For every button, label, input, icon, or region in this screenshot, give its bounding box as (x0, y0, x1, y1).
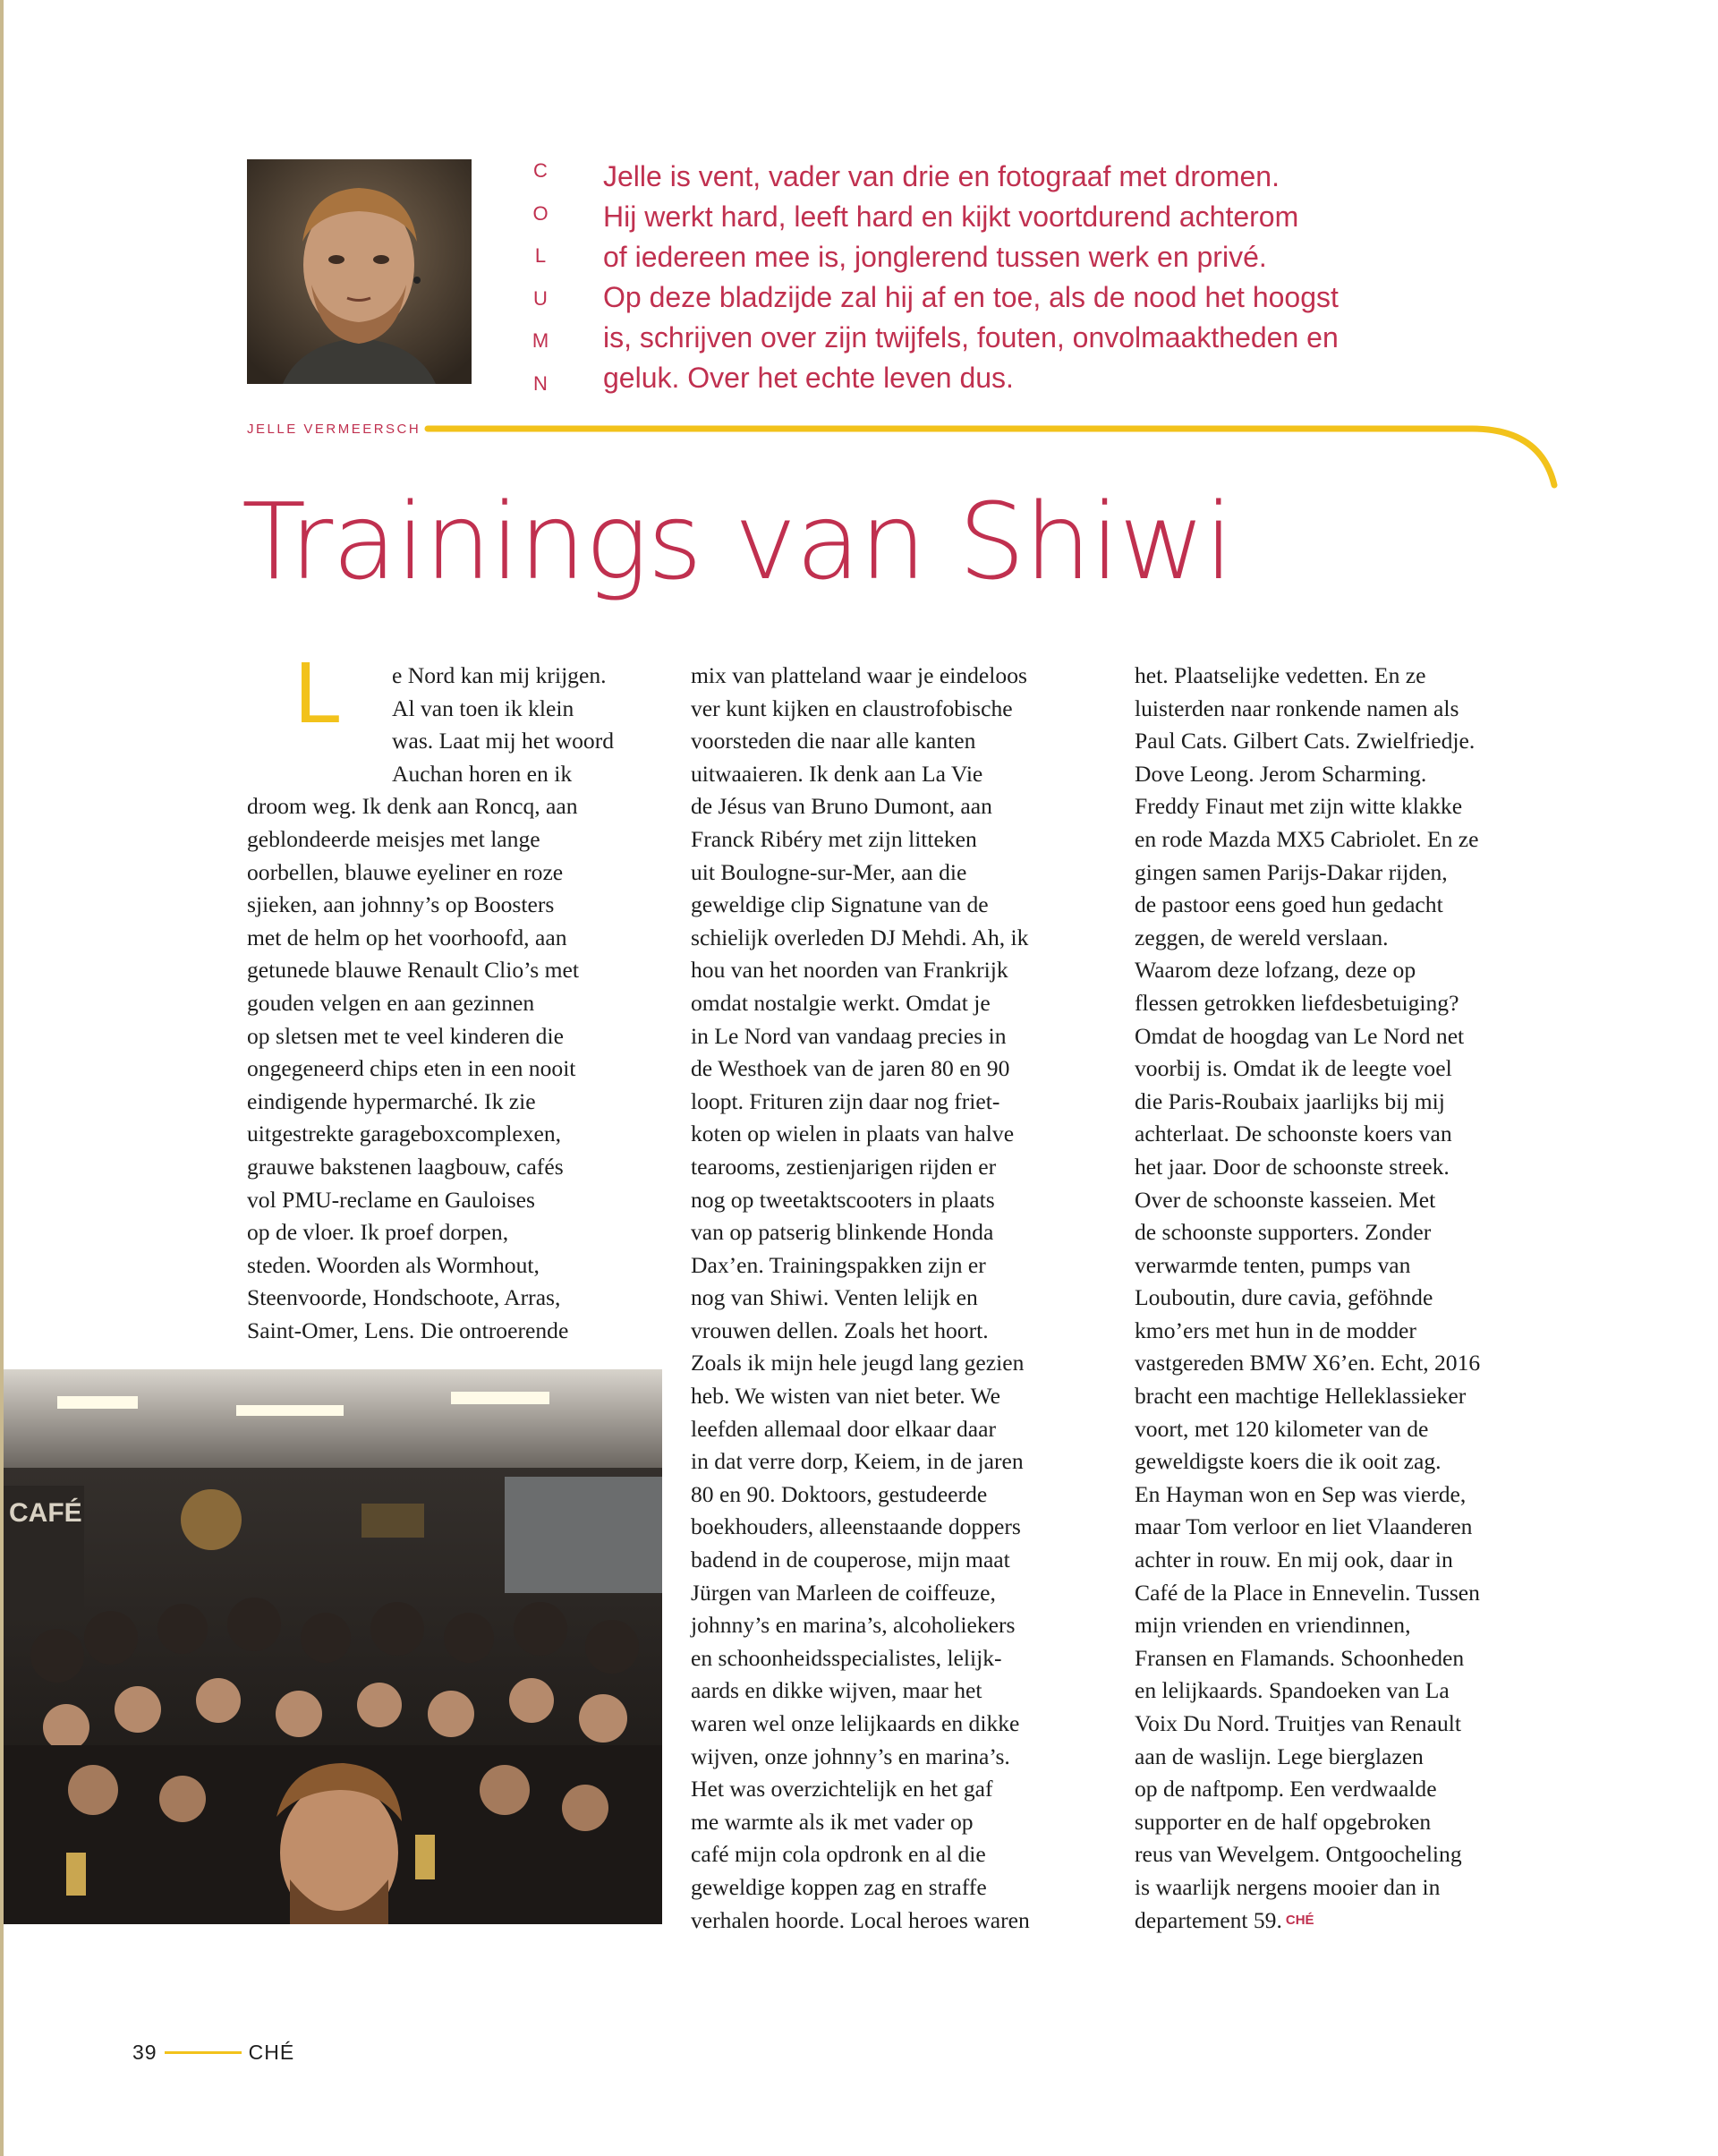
text-line: vastgereden BMW X6’en. Echt, 2016 (1135, 1350, 1481, 1376)
text-line: omdat nostalgie werkt. Omdat je (691, 989, 991, 1016)
text-line: geweldige clip Signatune van de (691, 891, 989, 918)
text-line: sjieken, aan johnny’s op Boosters (247, 891, 555, 918)
text-line: was. Laat mij het woord (392, 728, 615, 754)
text-line: op de naftpomp. Een verdwaalde (1135, 1776, 1437, 1802)
column-letter: U (533, 286, 548, 310)
text-line: ver kunt kijken en claustrofobische (691, 695, 1013, 721)
text-line: 80 en 90. Doktoors, gestudeerde (691, 1480, 988, 1507)
text-line: in dat verre dorp, Keiem, in de jaren (691, 1448, 1024, 1475)
text-line: oorbellen, blauwe eyeliner en roze (247, 858, 564, 885)
text-line: ongegeneerd chips eten in een nooit (247, 1055, 576, 1082)
page-number: 39 (132, 2040, 157, 2064)
text-line: badend in de couperose, mijn maat (691, 1547, 1010, 1573)
text-line: de schoonste supporters. Zonder (1135, 1219, 1432, 1246)
author-byline: JELLE VERMEERSCH (247, 422, 421, 437)
magazine-name: CHÉ (248, 2040, 295, 2064)
text-line: geblondeerde meisjes met lange (247, 825, 540, 852)
decorative-gold-rule (0, 0, 1718, 501)
text-line: voort, met 120 kilometer van de (1135, 1415, 1429, 1442)
text-line: zeggen, de wereld verslaan. (1135, 924, 1389, 950)
column-letter: N (533, 371, 548, 395)
end-mark: CHÉ (1285, 1912, 1314, 1928)
text-line: Over de schoonste kasseien. Met (1135, 1186, 1436, 1213)
text-line: flessen getrokken liefdesbetuiging? (1135, 989, 1459, 1016)
text-line: mijn vrienden en vriendinnen, (1135, 1612, 1411, 1639)
text-line: uitgestrekte garageboxcomplexen, (247, 1121, 562, 1147)
text-line: Al van toen ik klein (392, 695, 574, 721)
article-column-3 (1135, 660, 1555, 1937)
text-line: Paul Cats. Gilbert Cats. Zwielfriedje. (1135, 728, 1476, 754)
text-line: Saint-Omer, Lens. Die ontroerende (247, 1317, 569, 1343)
cafe-sign-text: CAFÉ (9, 1498, 82, 1528)
intro-line: Op deze bladzijde zal hij af en toe, als de nood het hoogst (603, 281, 1339, 313)
text-line: Jürgen van Marleen de coiffeuze, (691, 1579, 996, 1606)
text-line: op sletsen met te veel kinderen die (247, 1022, 564, 1049)
text-line: supporter en de half opgebroken (1135, 1808, 1432, 1835)
text-line: en rode Mazda MX5 Cabriolet. En ze (1135, 825, 1479, 852)
text-line: vrouwen dellen. Zoals het hoort. (691, 1317, 989, 1343)
text-line: het jaar. Door de schoonste streek. (1135, 1153, 1450, 1180)
text-line: nog van Shiwi. Venten lelijk en (691, 1284, 978, 1311)
text-line: Zoals ik mijn hele jeugd lang gezien (691, 1350, 1025, 1376)
text-line: waren wel onze lelijkaards en dikke (691, 1710, 1020, 1736)
article-column-2 (691, 660, 1111, 1937)
cafe-crowd-photo (4, 1369, 662, 1924)
text-line: mix van platteland waar je eindeloos (691, 662, 1027, 688)
text-line: voorbij is. Omdat ik de leegte voel (1135, 1055, 1452, 1082)
column-letter: O (532, 201, 549, 225)
text-line: luisterden naar ronkende namen als (1135, 695, 1459, 721)
text-line: verwarmde tenten, pumps van (1135, 1251, 1411, 1278)
intro-line: Hij werkt hard, leeft hard en kijkt voortdurend achterom (603, 200, 1299, 233)
text-line: loopt. Frituren zijn daar nog friet- (691, 1087, 1000, 1114)
text-line: verhalen hoorde. Local heroes waren (691, 1906, 1030, 1933)
text-line: eindigende hypermarché. Ik zie (247, 1087, 536, 1114)
article-column-1 (247, 660, 668, 1347)
text-line: Dax’en. Trainingspakken zijn er (691, 1251, 986, 1278)
text-line: Dove Leong. Jerom Scharming. (1135, 760, 1427, 787)
footer-rule (165, 2051, 242, 2054)
text-line: En Hayman won en Sep was vierde, (1135, 1480, 1467, 1507)
text-line: aan de waslijn. Lege bierglazen (1135, 1743, 1424, 1769)
column-letter: C (533, 159, 548, 182)
text-line: Louboutin, dure cavia, geföhnde (1135, 1284, 1433, 1311)
text-line: bracht een machtige Helleklassieker (1135, 1383, 1467, 1410)
text-line: schielijk overleden DJ Mehdi. Ah, ik (691, 924, 1029, 950)
text-line: uit Boulogne-sur-Mer, aan die (691, 858, 967, 885)
text-line: en lelijkaards. Spandoeken van La (1135, 1677, 1450, 1704)
text-line: de Westhoek van de jaren 80 en 90 (691, 1055, 1010, 1082)
text-line: heb. We wisten van niet beter. We (691, 1383, 1001, 1410)
text-line: wijven, onze johnny’s en marina’s. (691, 1743, 1010, 1769)
column-letter: M (532, 329, 549, 353)
text-line: Franck Ribéry met zijn litteken (691, 825, 977, 852)
text-line: aards en dikke wijven, maar het (691, 1677, 982, 1704)
text-line: departement 59. (1135, 1906, 1282, 1933)
intro-line: Jelle is vent, vader van drie en fotograaf met dromen. (603, 160, 1280, 192)
text-line: droom weg. Ik denk aan Roncq, aan (247, 793, 578, 820)
text-line: achter in rouw. En mij ook, daar in (1135, 1547, 1453, 1573)
text-line: Auchan horen en ik (392, 760, 573, 787)
intro-line: of iedereen mee is, jonglerend tussen werk en privé. (603, 241, 1267, 273)
text-line: op de vloer. Ik proef dorpen, (247, 1219, 509, 1246)
text-line: grauwe bakstenen laagbouw, cafés (247, 1153, 564, 1180)
text-line: is waarlijk nergens mooier dan in (1135, 1873, 1441, 1900)
drop-cap-letter: L (293, 646, 340, 742)
text-line: geweldige koppen zag en straffe (691, 1873, 987, 1900)
text-line: kmo’ers met hun in de modder (1135, 1317, 1416, 1343)
text-line: de pastoor eens goed hun gedacht (1135, 891, 1443, 918)
article-headline: Trainings van Shiwi (242, 480, 1233, 603)
text-line: koten op wielen in plaats van halve (691, 1121, 1015, 1147)
text-line: café mijn cola opdronk en al die (691, 1841, 986, 1868)
page-footer (132, 2036, 294, 2068)
text-line: reus van Wevelgem. Ontgoocheling (1135, 1841, 1462, 1868)
text-line: me warmte als ik met vader op (691, 1808, 974, 1835)
column-letter: L (534, 244, 547, 268)
text-line: voorsteden die naar alle kanten (691, 728, 976, 754)
text-line: maar Tom verloor en liet Vlaanderen (1135, 1513, 1473, 1540)
text-line: Voix Du Nord. Truitjes van Renault (1135, 1710, 1461, 1736)
text-line: nog op tweetaktscooters in plaats (691, 1186, 995, 1213)
text-line: getunede blauwe Renault Clio’s met (247, 957, 580, 984)
text-line: boekhouders, alleenstaande doppers (691, 1513, 1021, 1540)
text-line: het. Plaatselijke vedetten. En ze (1135, 662, 1426, 688)
text-line: vol PMU-reclame en Gauloises (247, 1186, 535, 1213)
text-line: tearooms, zestienjarigen rijden er (691, 1153, 997, 1180)
text-line: gingen samen Parijs-Dakar rijden, (1135, 858, 1448, 885)
text-line: achterlaat. De schoonste koers van (1135, 1121, 1452, 1147)
intro-line: geluk. Over het echte leven dus. (603, 362, 1014, 394)
text-line: geweldigste koers die ik ooit zag. (1135, 1448, 1442, 1475)
text-line: Het was overzichtelijk en het gaf (691, 1776, 993, 1802)
text-line: leefden allemaal door elkaar daar (691, 1415, 997, 1442)
text-line: steden. Woorden als Wormhout, (247, 1251, 540, 1278)
text-line: in Le Nord van vandaag precies in (691, 1022, 1007, 1049)
text-line: die Paris-Roubaix jaarlijks bij mij (1135, 1087, 1445, 1114)
text-line: en schoonheidsspecialistes, lelijk- (691, 1644, 1002, 1671)
text-line: johnny’s en marina’s, alcoholiekers (691, 1612, 1016, 1639)
text-line: uitwaaieren. Ik denk aan La Vie (691, 760, 983, 787)
text-line: Café de la Place in Ennevelin. Tussen (1135, 1579, 1480, 1606)
text-line: Steenvoorde, Hondschoote, Arras, (247, 1284, 561, 1311)
text-line: de Jésus van Bruno Dumont, aan (691, 793, 992, 820)
text-line: e Nord kan mij krijgen. (392, 662, 607, 688)
text-line-last (1135, 1905, 1555, 1938)
text-line: van op patserig blinkende Honda (691, 1219, 994, 1246)
text-line: Waarom deze lofzang, deze op (1135, 957, 1416, 984)
text-line: Freddy Finaut met zijn witte klakke (1135, 793, 1463, 820)
intro-line: is, schrijven over zijn twijfels, fouten, onvolmaaktheden en (603, 321, 1339, 354)
text-line: Omdat de hoogdag van Le Nord net (1135, 1022, 1465, 1049)
text-line: hou van het noorden van Frankrijk (691, 957, 1008, 984)
text-line: met de helm op het voorhoofd, aan (247, 924, 567, 950)
text-line: Fransen en Flamands. Schoonheden (1135, 1644, 1465, 1671)
text-line: gouden velgen en aan gezinnen (247, 989, 535, 1016)
